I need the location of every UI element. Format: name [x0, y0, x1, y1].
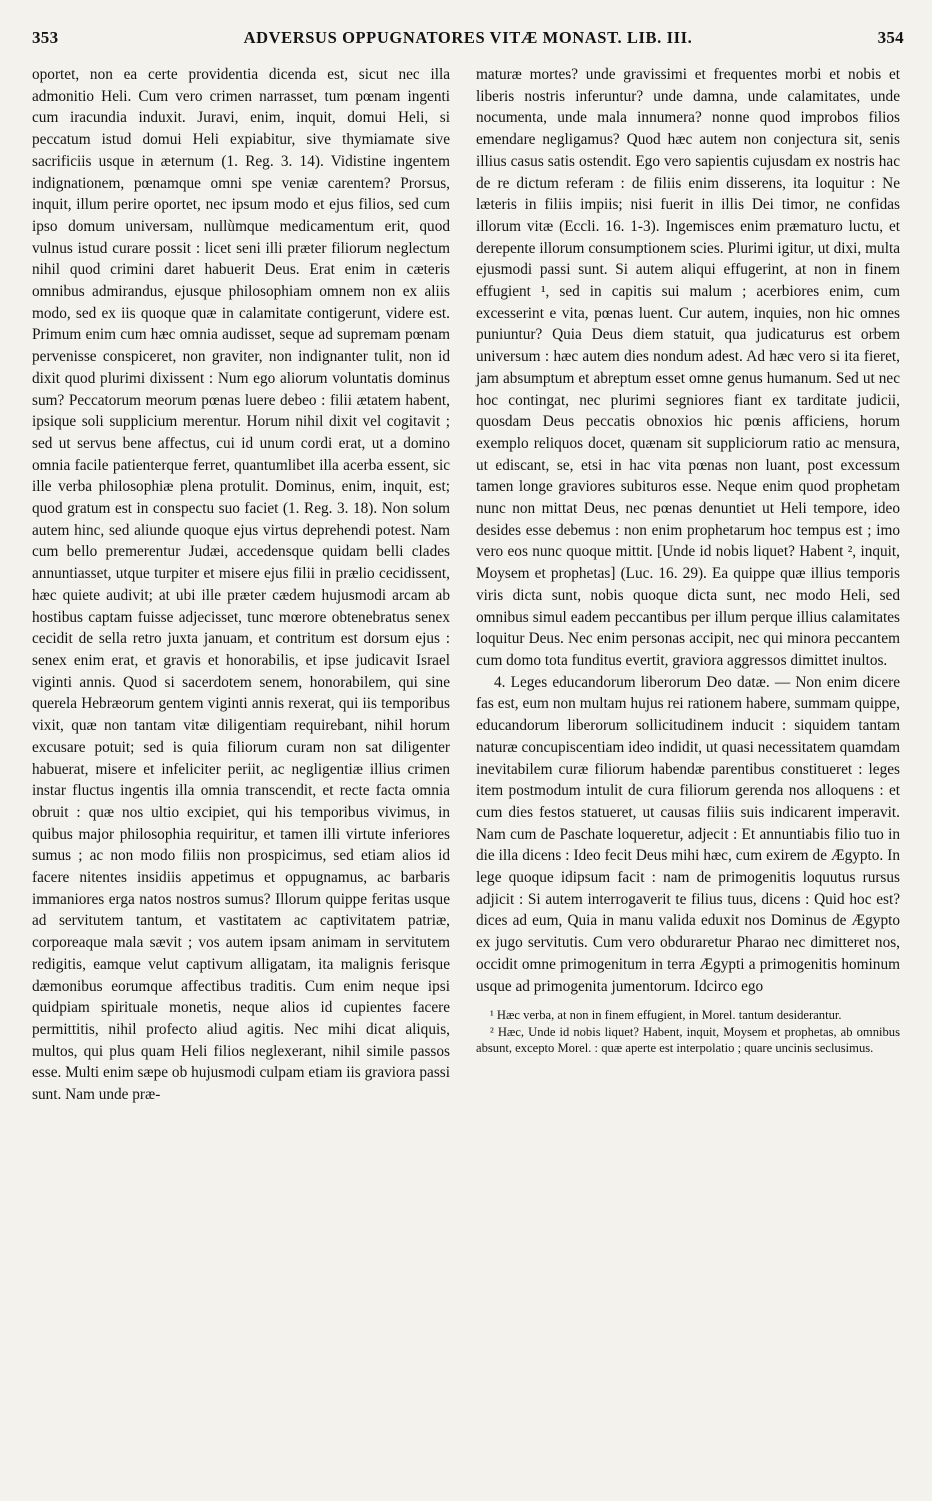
- footnote-2: ² Hæc, Unde id nobis liquet? Habent, inquit, Moysem et prophetas, ab omnibus absunt, excepto Morel. : quæ aperte est interpolatio ; quare uncinis seclusimus.: [476, 1025, 900, 1056]
- right-column-text-2: 4. Leges educandorum liberorum Deo datæ. — Non enim dicere fas est, eum non multam hujus rei rationem habere, summam quippe, educandorum liberorum sollicitudinem inducit : siquidem tantam naturæ concupiscentiam ideo indidit, ut quasi necessitatem quamdam inevitabilem curæ filiorum habendæ parentibus constitueret : leges item postmodum intulit de cura filiorum gerenda nos alloquens : et cum dies festos statueret, ut causas filiis suis indicarent imperavit. Nam cum de Paschate loqueretur, adjecit : Et annuntiabis filio tuo in die illa dicens : Ideo fecit Deus mihi hæc, cum exirem de Ægypto. In lege quoque idipsum facit : nam de primogenitis loquutus rursus adjicit : Si autem interrogaverit te filius tuus, dicens : Quid hoc est? dices ad eum, Quia in manu valida eduxit nos Dominus de Ægypto ex jugo servitutis. Cum vero obduraretur Pharao nec dimitteret nos, occidit omne primogenitum in terra Ægypti a primogenitis hominum usque ad primogenita jumentorum. Idcirco ego: [476, 673, 900, 995]
- page-number-left: 353: [32, 28, 59, 47]
- right-column: [476, 64, 900, 1057]
- page-number-right: 354: [877, 28, 904, 47]
- left-column-text: oportet, non ea certe providentia dicenda est, sicut nec illa admonitio Heli. Cum vero crimen narrasset, tum pœnam ingenti cum iracundia induxit. Juravi, enim, inquit, domui Heli, si peccatum istud domui Heli expiabitur, sive thymiamate sive sacrificiis usque in æternum (1. Reg. 3. 14). Vidistine ingentem indignationem, pœnamque omni spe veniæ carentem? Prorsus, inquit, illum perire oportet, nec ipsum modo et ejus filios, sed cum ipso domum universam, nullùmque medicamentum erit, quod vulnus istud curare possit : licet seni illi præter filiorum neglectum nihil quod crimini daret habuerit Deus. Erat enim in cæteris omnibus admirandus, ejusque philosophiam omnem non ex aliis modo, sed ex iis quoque quæ in calamitate contigerunt, videre est. Primum enim cum hæc omnia audisset, seque ad supremam pœnam pervenisse conspiceret, non graviter, non indignanter tulit, non id dixit quod plurimi dixissent : Num ego aliorum voluntatis dominus sum? Peccatorum meorum pœnas luere debeo : filii ætatem habent, ipsique soli supplicium merentur. Horum nihil dixit vel cogitavit ; sed ut servus bene affectus, cui id unum cordi erat, ut a domino omnia facile patienterque ferret, quantumlibet illa acerba essent, sic ille verba philosophiæ plena protulit. Dominus, enim, inquit, est; quod gratum est in conspectu suo faciet (1. Reg. 3. 18). Non solum autem hinc, sed aliunde quoque ejus virtus deprehendi potest. Nam cum bello premerentur Judæi, accedensque quidam belli clades annuntiasset, utque turpiter et misere ejus filii in prælio cecidissent, hæc quiete audivit; at ubi ille præter cædem hujusmodi arcam ab hostibus captam fuisse adjecisset, tunc mœrore obtenebratus senex cecidit de sella retro juxta januam, et contritum est dorsum ejus : senex enim erat, et gravis et honorabilis, et ipse judicavit Israel viginti annis. Quod si sacerdotem senem, honorabilem, qui sine querela Hebræorum gentem viginti annis rexerat, qui iis temporibus vixit, quæ non tantam vitæ diligentiam requirebant, nihil horum excusare potuit; sed is quia filiorum curam non sat diligenter habuerat, misere et infeliciter periit, ac negligentiæ illius crimen instar fluctus ingentis illa omnia transcendit, et recte facta omnia obruit : quæ nos ultio excipiet, qui his temporibus vivimus, in quibus major philosophia requiritur, et tamen illi virtute inferiores sumus ; ac non modo filiis non prospicimus, sed etiam alios id facere nitentes insidiis appetimus et oppugnamus, ac barbaris immaniores erga natos nostros sumus? Illorum quippe feritas usque ad servitutem tantum, et vastitatem ac captivitatem patriæ, corporeaque mala sævit ; vos autem ipsam animam in servitutem redigitis, eamque velut captivum alligatam, ita malignis ferisque dæmonibus eorumque affectibus traditis. Cum enim neque ipsi quidpiam spirituale monetis, neque alios id cupientes facere permittitis, nihil profecto aliud agitis. Nec mihi dicat aliquis, multos, qui plus quam Heli filios neglexerant, nihil simile passos esse. Multi enim sæpe ob hujusmodi culpam etiam iis graviora passi sunt. Nam unde præ-: [32, 66, 450, 1104]
- footnote-1: ¹ Hæc verba, at non in finem effugient, in Morel. tantum desiderantur.: [490, 1008, 842, 1023]
- running-header: [32, 28, 904, 60]
- left-column: [32, 64, 450, 1106]
- footnotes: [476, 1007, 900, 1056]
- right-column-text-1: maturæ mortes? unde gravissimi et frequentes morbi et nobis et liberis nostris inferuntur? unde damna, unde calamitates, unde nocumenta, unde mala innumera? nonne quod improbos filios emendare negligamus? Quod hæc autem non conjectura sit, senis illius casus satis ostendit. Ego vero sapientis cujusdam ex nostris hac de re dictum referam : de filiis enim disserens, ita loquitur : Ne læteris in filiis impiis; nisi fuerit in illis Dei timor, ne confidas illorum vitæ (Eccli. 16. 1-3). Ingemisces enim præmaturo luctu, et derepente illorum consumptionem scies. Plurimi igitur, ut dixi, multa ejusmodi passi sunt. Si autem aliqui effugerint, at non in finem effugient ¹, sed in capitis sui malum ; acerbiores enim, cum excesserint e vita, pœnas luent. Cur autem, inquies, non hic omnes puniuntur? Quia Deus diem statuit, qua judicaturus est orbem universum : hæc autem dies nondum adest. Ad hæc vero si ita fieret, jam absumptum et abreptum esset omne genus humanum. Sed ut nec hoc contingat, nec plurimi segniores fiant ex tarditate judicii, quosdam Deus peccatis obnoxios hic pœnis afficiens, horum exemplo reliquos docet, quænam sit suppliciorum ratio ac mensura, ut ediscant, se, etsi in hac vita pœnas non luant, post excessum tamen longe graviores subituros esse. Neque enim quod prophetam nunc non mittat Deus, nec pœnas denuntiet ut Heli tempore, ideo desides esse debemus : non enim prophetarum hoc tempus est ; imo vero eos nunc quoque mittit. [Unde id nobis liquet? Habent ², inquit, Moysem et prophetas] (Luc. 16. 29). Ea quippe quæ illius temporis viris dicta sunt, nobis quoque dicta sunt, nec modo Heli, sed omnibus simul eadem peccantibus per illum perque illius calamitates loquitur Deus. Nec enim personas accipit, nec qui minora peccantem cum domo tota funditus evertit, graviora aggressos dimittet inultos.: [476, 66, 900, 669]
- running-title: ADVERSUS OPPUGNATORES VITÆ MONAST. LIB. III.: [243, 28, 693, 47]
